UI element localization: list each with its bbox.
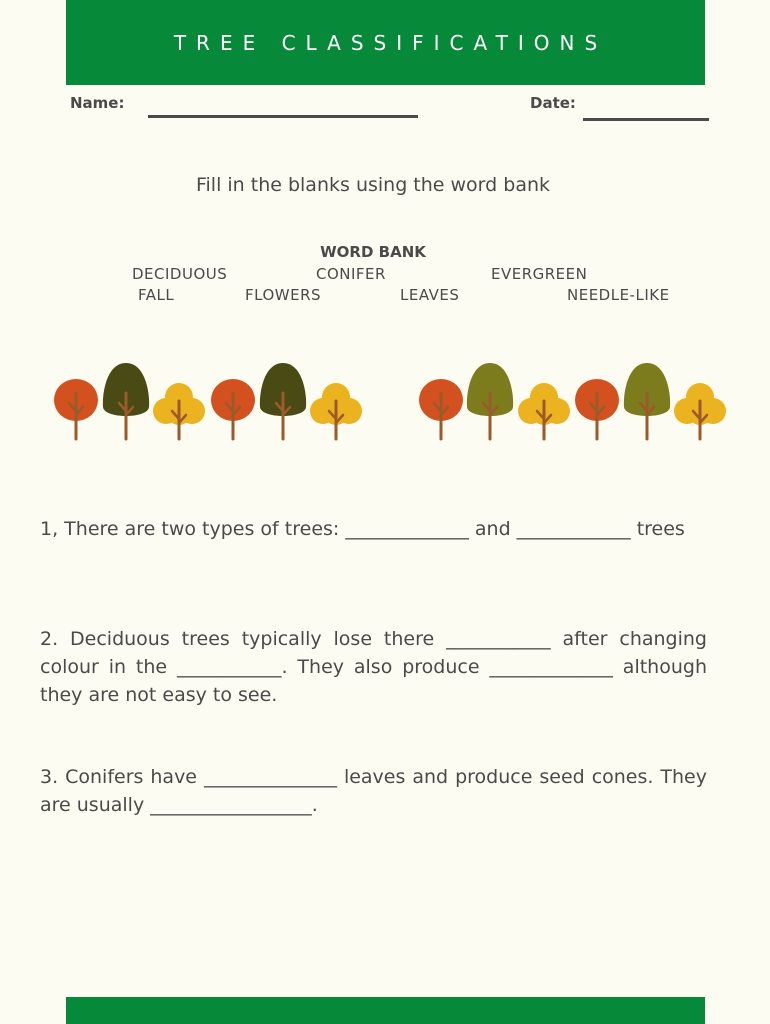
date-field-line[interactable]	[583, 118, 709, 121]
conifer-tree-icon	[467, 363, 513, 439]
footer-bar	[66, 997, 705, 1024]
question-3: 3. Conifers have ______________ leaves and produce seed cones. They are usually _________________.	[40, 766, 707, 816]
header-banner	[66, 0, 705, 85]
deciduous-tree-red-icon	[575, 379, 619, 439]
instructions: Fill in the blanks using the word bank	[195, 174, 551, 196]
deciduous-tree-red-icon	[211, 379, 255, 439]
name-field-line[interactable]	[148, 115, 418, 118]
page-title: TREE CLASSIFICATIONS	[173, 30, 608, 55]
deciduous-tree-yellow-icon	[153, 383, 205, 439]
tree-illustration-row	[0, 355, 770, 445]
conifer-tree-icon	[260, 363, 306, 439]
deciduous-tree-red-icon	[54, 379, 98, 439]
word-bank-word: CONIFER	[316, 265, 386, 283]
deciduous-tree-yellow-icon	[518, 383, 570, 439]
word-bank-word: EVERGREEN	[491, 265, 588, 283]
word-bank-word: FALL	[138, 286, 175, 304]
word-bank-title: WORD BANK	[320, 243, 426, 261]
deciduous-tree-yellow-icon	[310, 383, 362, 439]
word-bank-word: FLOWERS	[245, 286, 322, 304]
deciduous-tree-yellow-icon	[674, 383, 726, 439]
question-2: 2. Deciduous trees typically lose there ___________ after changing colour in the ___________. They also produce _____________ although they are not easy to see.	[40, 628, 707, 706]
name-label: Name:	[70, 94, 125, 112]
deciduous-tree-red-icon	[419, 379, 463, 439]
word-bank-word: DECIDUOUS	[132, 265, 228, 283]
conifer-tree-icon	[624, 363, 670, 439]
conifer-tree-icon	[103, 363, 149, 439]
date-label: Date:	[530, 94, 576, 112]
question-1: 1, There are two types of trees: _____________ and ____________ trees	[40, 518, 685, 540]
word-bank-word: NEEDLE-LIKE	[567, 286, 670, 304]
word-bank-word: LEAVES	[400, 286, 460, 304]
